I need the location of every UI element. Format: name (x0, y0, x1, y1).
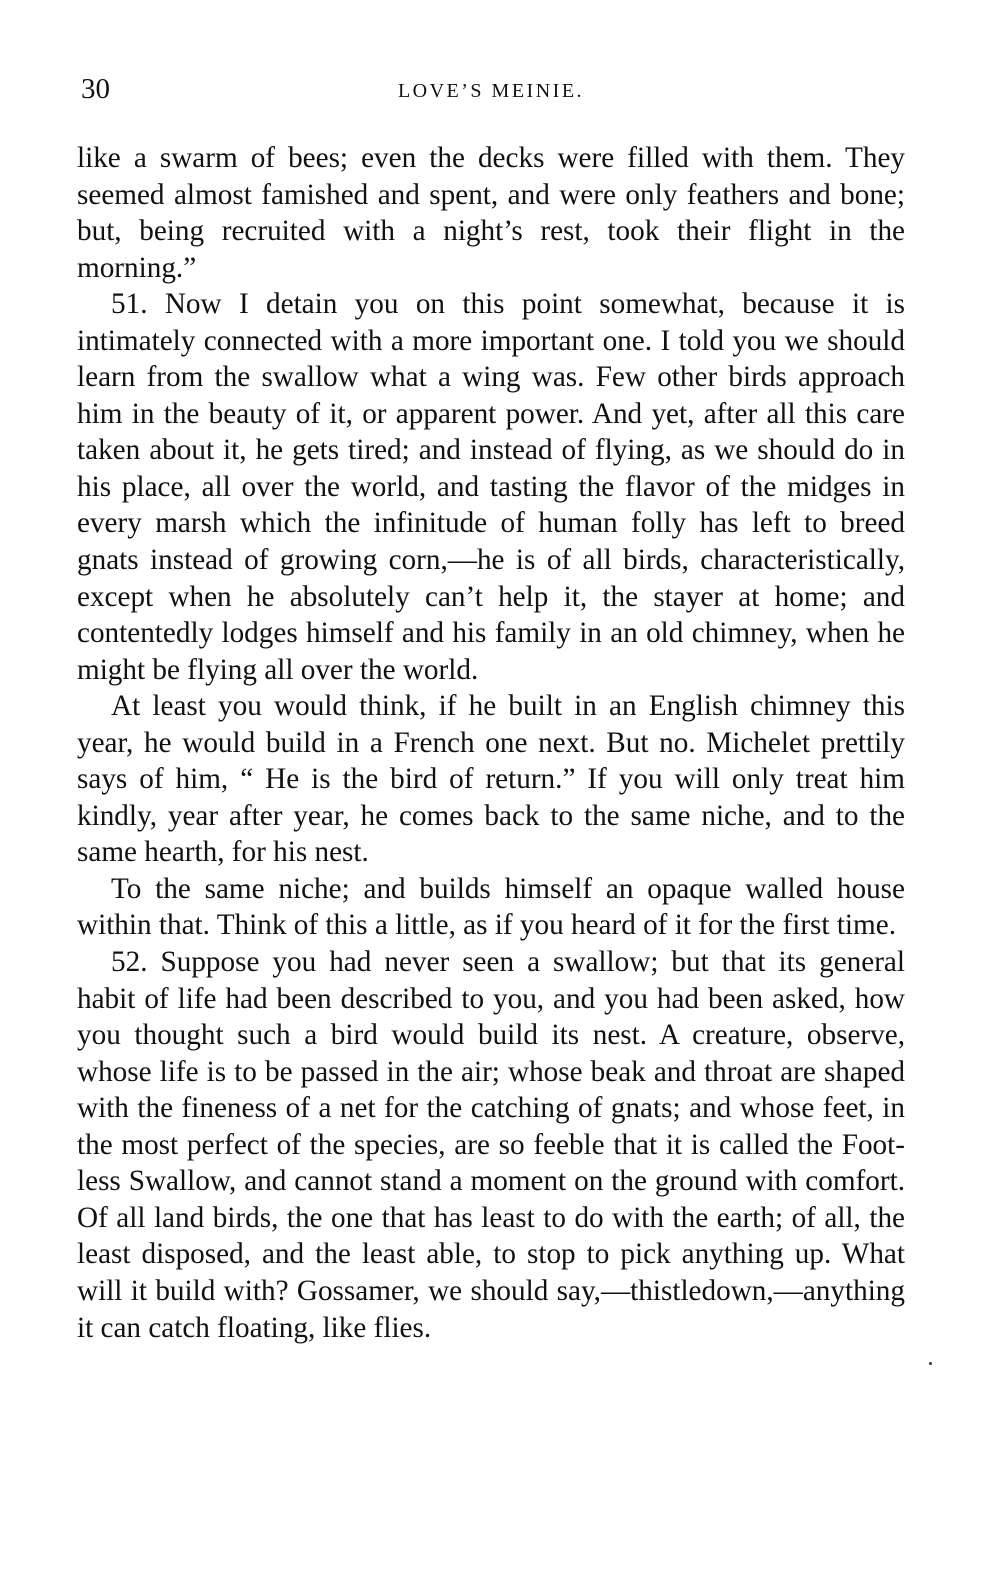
paragraph-51: 51. Now I detain you on this point somewhat, because it is intimately connected with a more important one. I told you we should learn from the swallow what a wing was. Few other birds approach him in the beauty of it, or apparent power. And yet, after all this care taken about it, he gets tired; and instead of flying, as we should do in his place, all over the world, and tasting the flavor of the midges in every marsh which the infinitude of human folly has left to breed gnats instead of growing corn,—he is of all birds, characteristically, except when he absolutely can’t help it, the stayer at home; and contentedly lodges himself and his family in an old chimney, when he might be flying all over the world. (77, 288, 905, 686)
running-head (77, 70, 905, 110)
page-number: 30 (81, 73, 110, 105)
margin-speck (929, 1362, 932, 1365)
paragraph-bird-of-return: At least you would think, if he built in an English chimney this year, he would build in a French one next. But no. Michelet prettily says of him, “ He is the bird of return.” If you will only treat him kindly, year after year, he comes back to the same niche, and to the same hearth, for his nest. (77, 690, 905, 869)
body-text (77, 140, 905, 1346)
paragraph-same-niche: To the same niche; and builds himself an opaque walled house within that. Think of this a little, as if you heard of it for the first time. (77, 872, 905, 942)
paragraph-52: 52. Suppose you had never seen a swallow; but that its general habit of life had been described to you, and you had been asked, how you thought such a bird would build its nest. A creature, observe, whose life is to be passed in the air; whose beak and throat are shaped with the fineness of a net for the catching of gnats; and whose feet, in the most perfect of the species, are so feeble that it is called the Footless Swallow, and cannot stand a moment on the ground with comfort. Of all land birds, the one that has least to do with the earth; of all, the least disposed, and the least able, to stop to pick anything up. What will it build with? Gossamer, we should say,—thistledown,—anything it can catch floating, like flies. (77, 946, 905, 1344)
running-title: LOVE’S MEINIE. (397, 80, 585, 102)
paragraph-continued: like a swarm of bees; even the decks were filled with them. They seemed almost famished and spent, and were only feathers and bone; but, being recruited with a night’s rest, took their flight in the morning.” (77, 142, 905, 284)
